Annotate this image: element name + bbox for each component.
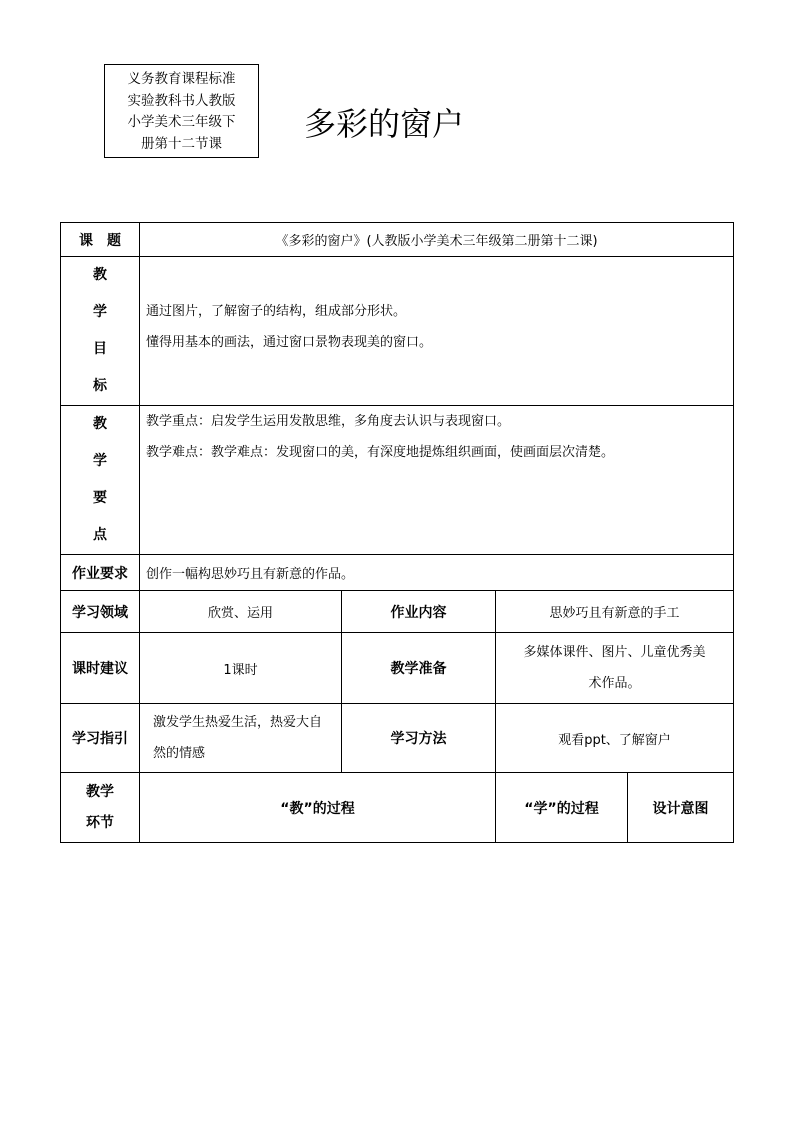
process-label-line: 教学 bbox=[86, 783, 114, 800]
learn-process-header: “学”的过程 bbox=[496, 773, 628, 843]
goals-label-char: 标 bbox=[93, 378, 107, 394]
domain-value: 欣赏、运用 bbox=[140, 591, 342, 633]
row-domain bbox=[61, 591, 734, 633]
preparation-label: 教学准备 bbox=[342, 633, 496, 704]
goals-content bbox=[140, 257, 734, 406]
preparation-line: 多媒体课件、图片、儿童优秀美 bbox=[523, 645, 706, 660]
goals-label-char: 教 bbox=[93, 267, 107, 283]
curriculum-line: 实验教科书人教版 bbox=[127, 92, 236, 109]
goals-line: 懂得用基本的画法，通过窗口景物表现美的窗口。 bbox=[146, 335, 433, 350]
key-points-line: 教学重点：启发学生运用发散思维，多角度去认识与表现窗口。 bbox=[146, 414, 511, 429]
curriculum-line: 义务教育课程标准 bbox=[127, 71, 236, 87]
method-label: 学习方法 bbox=[342, 704, 496, 773]
key-points-label bbox=[61, 406, 140, 555]
goals-line: 通过图片，了解窗子的结构，组成部分形状。 bbox=[146, 304, 407, 319]
teach-process-header: “教”的过程 bbox=[140, 773, 496, 843]
goals-label-char: 目 bbox=[93, 341, 107, 357]
goals-label-char: 学 bbox=[93, 304, 107, 320]
key-points-label-char: 学 bbox=[93, 453, 107, 469]
homework-req-label: 作业要求 bbox=[61, 555, 140, 591]
curriculum-line: 册第十二节课 bbox=[141, 135, 222, 152]
page-title: 多彩的窗户 bbox=[304, 105, 465, 143]
guide-label: 学习指引 bbox=[61, 704, 140, 773]
row-goals bbox=[61, 257, 734, 406]
curriculum-box bbox=[104, 64, 259, 158]
guide-line: 激发学生热爱生活，热爱大自 bbox=[153, 715, 323, 730]
key-points-content bbox=[140, 406, 734, 555]
row-topic bbox=[61, 223, 734, 257]
key-points-label-char: 教 bbox=[93, 416, 107, 432]
topic-value: 《多彩的窗户》(人教版小学美术三年级第二册第十二课) bbox=[140, 223, 734, 257]
homework-content-value: 思妙巧且有新意的手工 bbox=[496, 591, 734, 633]
hours-value: 1课时 bbox=[140, 633, 342, 704]
guide-value bbox=[140, 704, 342, 773]
key-points-line: 教学难点：教学难点：发现窗口的美，有深度地提炼组织画面，使画面层次清楚。 bbox=[146, 445, 615, 460]
preparation-value bbox=[496, 633, 734, 704]
key-points-label-char: 要 bbox=[93, 490, 107, 506]
process-label bbox=[61, 773, 140, 843]
key-points-label-char: 点 bbox=[93, 527, 107, 543]
design-intent-header: 设计意图 bbox=[628, 773, 734, 843]
homework-req-value: 创作一幅构思妙巧且有新意的作品。 bbox=[140, 555, 734, 591]
method-value: 观看ppt、了解窗户 bbox=[496, 704, 734, 773]
process-label-line: 环节 bbox=[86, 814, 114, 831]
curriculum-line: 小学美术三年级下 bbox=[127, 114, 236, 130]
row-hours bbox=[61, 633, 734, 704]
hours-label: 课时建议 bbox=[61, 633, 140, 704]
row-homework-req bbox=[61, 555, 734, 591]
topic-label: 课 题 bbox=[61, 223, 140, 257]
row-process-header bbox=[61, 773, 734, 843]
row-guide bbox=[61, 704, 734, 773]
homework-content-label: 作业内容 bbox=[342, 591, 496, 633]
row-key-points bbox=[61, 406, 734, 555]
preparation-line: 术作品。 bbox=[588, 676, 641, 691]
guide-line: 然的情感 bbox=[153, 746, 206, 761]
lesson-plan-table bbox=[60, 222, 734, 843]
goals-label bbox=[61, 257, 140, 406]
domain-label: 学习领域 bbox=[61, 591, 140, 633]
